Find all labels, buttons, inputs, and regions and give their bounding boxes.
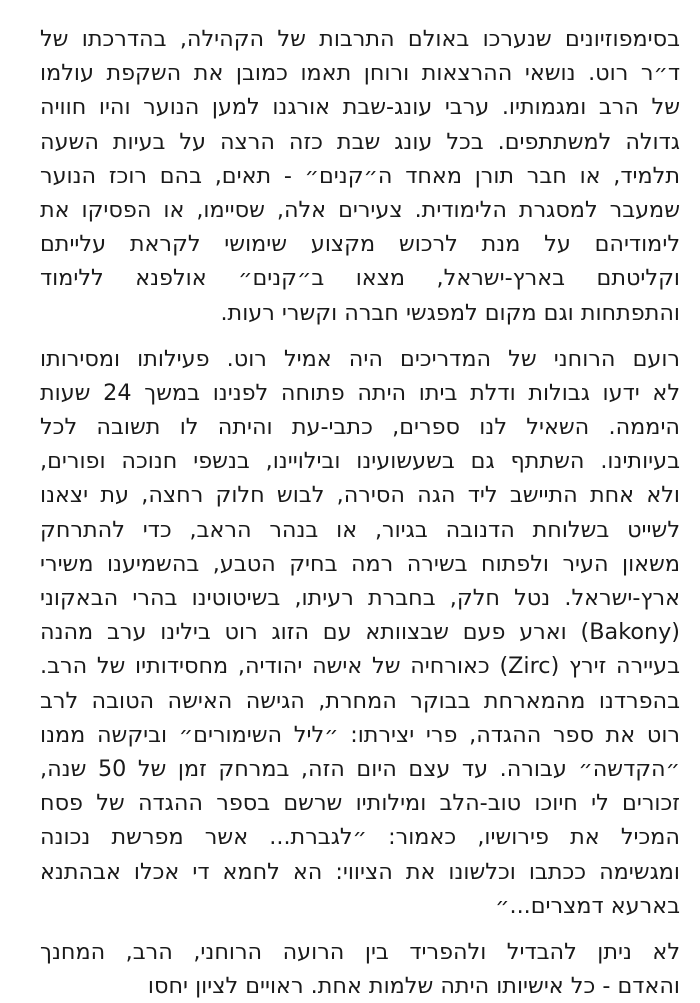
text-line: גדולה למשתתפים. בכל עונג שבת כזה הרצה על בעיות השעה [40,128,680,155]
text-line: רועם הרוחני של המדריכים היה אמיל רוט. פעילותו ומסירותו [40,345,680,372]
document-page [40,22,680,1003]
text-line: של הרב ומגמותיו. ערבי עונג-שבת אורגנו למען הנוער והיו חוויה [40,94,680,121]
text-line: בעיותינו. השתתף גם בשעשועינו ובילויינו, בנשפי חנוכה ופורים, [40,448,680,475]
text-line: לא ניתן להבדיל ולהפריד בין הרועה הרוחני, הרב, המחנך [40,938,680,965]
text-line: המכיל את פירושיו, כאמור: ״לגברת... אשר מפרשת נכונה [40,824,680,851]
paragraph-gap [40,923,680,935]
text-line: וקליטתם בארץ-ישראל, מצאו ב״קנים״ אולפנא ללימוד [40,265,680,292]
text-line: לשייט בשלוחת הדנובה בגיור, או בנהר הראב, כדי להתרחק [40,516,680,543]
text-line: שמעבר למסגרת הלימודית. צעירים אלה, שסיימו, או הפסיקו את [40,196,680,223]
text-line: רוט את ספר ההגדה, פרי יצירתו: ״ליל השימורים״ וביקשה ממנו [40,721,680,748]
text-line: ומגשימה ככתבו וכלשונו את הציווי: הא לחמא די אכלו אבהתנא [40,858,680,885]
text-line: לימודיהם על מנת לרכוש מקצוע שימושי לקראת עלייתם [40,231,680,258]
text-line: בסימפוזיונים שנערכו באולם התרבות של הקהילה, בהדרכתו של [40,26,680,52]
text-line: תלמיד, או חבר תורן מאחד ה״קנים״ - תאים, בהם רוכז הנוער [40,162,680,189]
paragraph-gap [40,330,680,342]
text-line: ולא אחת התיישב ליד הגה הסירה, לבוש חלוק רחצה, עת יצאנו [40,482,680,509]
paragraph [40,935,680,1003]
text-line: זכורים לי חיוכו טוב-הלב ומילותיו שרשם בספר ההגדה של פסח [40,790,680,817]
text-line: (Bakony) וארע פעם שבצוותא עם הזוג רוט בילינו ערב מהנה [40,619,680,646]
text-line: היממה. השאיל לנו ספרים, כתבי-עת והיתה לו תשובה לכל [40,414,680,441]
text-line: ארץ-ישראל. נטל חלק, בחברת רעיתו, בשיטוטינו בהרי הבאקוני [40,585,680,611]
paragraph [40,342,680,923]
text-line: בארעא דמצרים...״ [495,892,680,919]
text-line: ד״ר רוט. נושאי ההרצאות ורוחן תאמו כמובן את השקפת עולמו [40,60,680,87]
paragraph [40,22,680,330]
text-line: בהפרדנו מהמארחת בבוקר המחרת, הגישה האישה הטובה לרב [40,687,680,714]
text-line: לא ידעו גבולות ודלת ביתו היתה פתוחה לפנינו במשך 24 שעות [40,379,680,406]
text-line: והתפתחות וגם מקום למפגשי חברה וקשרי רעות. [220,299,680,326]
text-line: והאדם - כל אישיותו היתה שלמות אחת. ראויים לציון יחסו [147,973,680,1000]
text-line: ״הקדשה״ עבורה. עד עצם היום הזה, במרחק זמן של 50 שנה, [40,755,680,782]
text-line: בעיירה זירץ (Zirc) כאורחיה של אישה יהודיה, מחסידותיו של הרב. [40,653,681,680]
text-line: משאון העיר ולפתוח בשירה רמה בחיק הטבע, בהשמיענו משירי [40,550,680,577]
